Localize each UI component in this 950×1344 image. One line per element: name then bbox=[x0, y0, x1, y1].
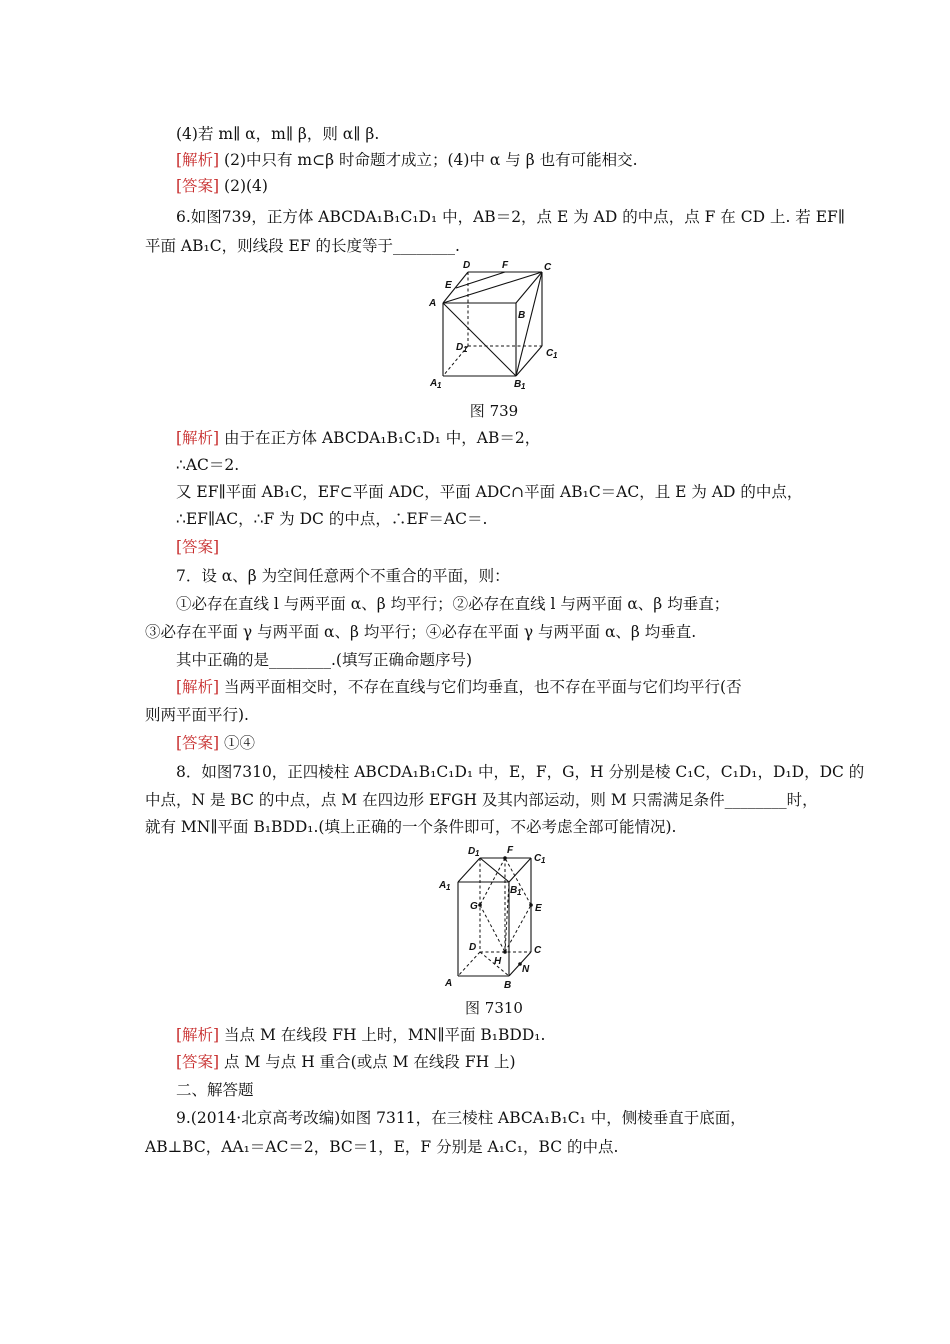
label-c: C bbox=[544, 262, 552, 273]
q5-analysis bbox=[176, 150, 841, 170]
analysis-tag: [解析] bbox=[176, 678, 220, 696]
q7-analysis bbox=[176, 677, 841, 697]
figure-7310-prism bbox=[428, 840, 558, 992]
label-a: A bbox=[429, 298, 437, 309]
analysis-tag: [解析] bbox=[176, 151, 220, 169]
q8-line-3: 就有 MN∥平面 B₁BDD₁.(填上正确的一个条件即可，不必考虑全部可能情况). bbox=[145, 818, 677, 836]
label-d1: D bbox=[468, 846, 476, 857]
analysis-text: 由于在正方体 ABCDA₁B₁C₁D₁ 中，AB＝2， bbox=[224, 429, 541, 447]
label-a1-sub: 1 bbox=[446, 883, 451, 892]
analysis-text: 当两平面相交时，不存在直线与它们均垂直，也不存在平面与它们均平行(否 bbox=[224, 678, 742, 696]
q6-step-2: 又 EF∥平面 AB₁C，EF⊂平面 ADC，平面 ADC∩平面 AB₁C＝AC，且 E 为 AD 的中点， bbox=[176, 483, 803, 501]
label-g: G bbox=[470, 901, 478, 912]
q7-analysis-cont: 则两平面平行). bbox=[145, 706, 249, 724]
analysis-tag: [解析] bbox=[176, 1026, 220, 1044]
analysis-text: 当点 M 在线段 FH 上时，MN∥平面 B₁BDD₁. bbox=[224, 1026, 546, 1044]
label-c1: C bbox=[546, 348, 554, 359]
label-b1-sub: 1 bbox=[521, 382, 526, 391]
label-h: H bbox=[494, 956, 502, 967]
q8-answer bbox=[176, 1052, 841, 1072]
label-d1: D bbox=[456, 342, 464, 353]
q6-line-1: 6.如图739，正方体 ABCDA₁B₁C₁D₁ 中，AB＝2，点 E 为 AD 的中点，点 F 在 CD 上. 若 EF∥ bbox=[176, 208, 845, 226]
answer-tag: [答案] bbox=[176, 734, 220, 752]
q9-line-2: AB⊥BC，AA₁＝AC＝2，BC＝1，E，F 分别是 A₁C₁，BC 的中点. bbox=[145, 1138, 619, 1156]
answer-tag: [答案] bbox=[176, 1053, 220, 1071]
label-c: C bbox=[534, 945, 542, 956]
q8-analysis bbox=[176, 1025, 841, 1045]
q8-line-1: 8．如图7310，正四棱柱 ABCDA₁B₁C₁D₁ 中，E，F，G，H 分别是棱 C₁C，C₁D₁，D₁D，DC 的 bbox=[176, 763, 865, 781]
q7-answer bbox=[176, 733, 841, 753]
q6-line-2: 平面 AB₁C，则线段 EF 的长度等于________. bbox=[145, 237, 460, 255]
q8-line-2: 中点，N 是 BC 的中点，点 M 在四边形 EFGH 及其内部运动，则 M 只需满足条件________时， bbox=[145, 791, 818, 809]
label-b: B bbox=[504, 980, 512, 991]
answer-text: (2)(4) bbox=[224, 177, 268, 195]
q7-line-3: ③必存在平面 γ 与两平面 α、β 均平行；④必存在平面 γ 与两平面 α、β 均垂直. bbox=[145, 623, 697, 641]
q7-line-4: 其中正确的是________.(填写正确命题序号) bbox=[176, 651, 473, 669]
section-heading: 二、解答题 bbox=[176, 1081, 254, 1099]
figure-739-cube bbox=[420, 258, 570, 393]
label-e: E bbox=[445, 280, 452, 291]
label-c1: C bbox=[534, 853, 542, 864]
label-a1-sub: 1 bbox=[437, 381, 442, 390]
label-d1-sub: 1 bbox=[475, 849, 480, 858]
figure-7310-caption: 图 7310 bbox=[465, 999, 523, 1017]
q7-line-2: ①必存在直线 l 与两平面 α、β 均平行；②必存在直线 l 与两平面 α、β 均垂直； bbox=[176, 595, 730, 613]
label-e: E bbox=[535, 903, 542, 914]
label-d: D bbox=[463, 260, 471, 271]
label-b: B bbox=[518, 310, 526, 321]
q6-analysis bbox=[176, 428, 841, 448]
analysis-text: (2)中只有 m⊂β 时命题才成立；(4)中 α 与 β 也有可能相交. bbox=[224, 151, 638, 169]
answer-text: ①④ bbox=[224, 734, 256, 752]
label-a: A bbox=[445, 978, 453, 989]
label-c1-sub: 1 bbox=[553, 351, 558, 360]
label-a1: A bbox=[430, 378, 438, 389]
label-b1: B bbox=[510, 885, 518, 896]
label-b1-sub: 1 bbox=[517, 888, 522, 897]
q7-line-1: 7．设 α、β 为空间任意两个不重合的平面，则： bbox=[176, 567, 510, 585]
answer-tag: [答案] bbox=[176, 538, 220, 556]
label-b1: B bbox=[514, 379, 522, 390]
analysis-tag: [解析] bbox=[176, 429, 220, 447]
answer-tag: [答案] bbox=[176, 177, 220, 195]
label-c1-sub: 1 bbox=[541, 856, 546, 865]
q6-answer bbox=[176, 537, 841, 557]
label-a1: A bbox=[439, 880, 447, 891]
label-n: N bbox=[522, 964, 530, 975]
q6-step-1: ∴AC＝2. bbox=[176, 456, 240, 474]
answer-text: 点 M 与点 H 重合(或点 M 在线段 FH 上) bbox=[224, 1053, 516, 1071]
q5-answer bbox=[176, 176, 841, 196]
q6-step-3: ∴EF∥AC，∴F 为 DC 的中点，∴EF＝AC＝. bbox=[176, 510, 488, 528]
label-f: F bbox=[502, 260, 509, 271]
figure-739-caption: 图 739 bbox=[469, 402, 519, 420]
label-f: F bbox=[507, 845, 514, 856]
label-d1-sub: 1 bbox=[463, 345, 468, 354]
label-d: D bbox=[469, 942, 477, 953]
q9-line-1: 9.(2014·北京高考改编)如图 7311，在三棱柱 ABCA₁B₁C₁ 中，侧棱垂直于底面， bbox=[176, 1109, 746, 1127]
q5-item-4: (4)若 m∥ α，m∥ β，则 α∥ β. bbox=[176, 125, 380, 143]
